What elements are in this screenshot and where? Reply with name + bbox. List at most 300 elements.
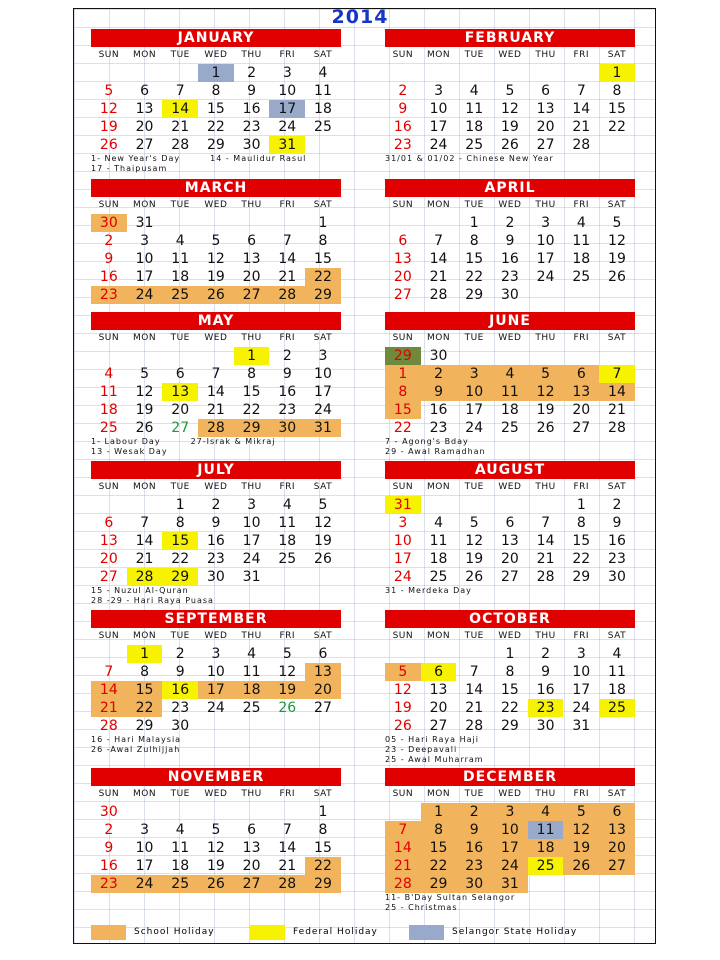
weekday-label: WED: [204, 333, 228, 343]
month-title: OCTOBER: [385, 610, 635, 628]
day-cell: 27: [393, 287, 412, 303]
week-row: [91, 645, 341, 663]
weekday-label: THU: [241, 333, 262, 343]
weekday-label: FRI: [279, 200, 296, 210]
week-row: [91, 64, 341, 82]
weekday-label: FRI: [573, 631, 590, 641]
day-cell: [492, 347, 528, 365]
weekday-label: FRI: [573, 50, 590, 60]
day-cell: 23: [393, 137, 412, 153]
day-cell: 10: [429, 101, 448, 117]
day-cell: [528, 286, 564, 304]
day-cell: 9: [104, 840, 114, 856]
day-cell: 19: [563, 839, 599, 857]
day-cell: 11: [99, 384, 118, 400]
day-cell: 15: [385, 401, 421, 419]
week-row: [385, 64, 635, 82]
day-cell: 30: [429, 348, 448, 364]
week-row: [385, 100, 635, 118]
day-cell: 6: [421, 663, 457, 681]
day-cell: [385, 645, 421, 663]
weekday-label: FRI: [279, 789, 296, 799]
day-cell: 11: [314, 83, 332, 99]
day-cell: [305, 136, 341, 154]
weekday-label: SUN: [98, 482, 120, 492]
day-cell: 27: [572, 420, 591, 436]
day-cell: 31: [305, 419, 341, 437]
holiday-note: 1- Labour Day: [91, 437, 161, 446]
day-cell: 1: [576, 497, 586, 513]
weekday-label: TUE: [464, 482, 484, 492]
week-row: [385, 496, 635, 514]
day-cell: 27: [314, 700, 332, 716]
day-cell: [127, 496, 163, 514]
day-cell: 25: [599, 699, 635, 717]
day-cell: 3: [282, 65, 292, 81]
day-cell: 8: [612, 83, 622, 99]
weekday-label: TUE: [170, 631, 190, 641]
day-cell: [563, 875, 599, 893]
day-cell: 15: [162, 532, 198, 550]
day-cell: 9: [247, 83, 257, 99]
day-cell: 30: [91, 214, 127, 232]
day-cell: 15: [500, 682, 519, 698]
day-cell: 26: [500, 137, 519, 153]
weekday-label: THU: [535, 50, 556, 60]
day-cell: 21: [206, 402, 225, 418]
day-cell: 27: [171, 420, 190, 436]
day-cell: 4: [469, 83, 479, 99]
day-cell: [421, 214, 457, 232]
day-cell: 20: [536, 119, 555, 135]
weekday-header: [91, 786, 341, 803]
week-row: [91, 82, 341, 100]
day-cell: 7: [140, 515, 149, 531]
day-cell: 28: [536, 569, 555, 585]
weekday-label: SAT: [313, 789, 333, 799]
weekday-header: [385, 330, 635, 347]
week-row: [385, 419, 635, 437]
day-cell: 3: [211, 646, 221, 662]
day-cell: 10: [572, 664, 591, 680]
weekday-label: SUN: [392, 333, 414, 343]
day-cell: 21: [91, 699, 127, 717]
holiday-notes: [91, 154, 341, 174]
day-cell: 19: [314, 533, 332, 549]
month-december: [385, 768, 635, 913]
day-cell: 2: [247, 65, 257, 81]
day-cell: 16: [99, 269, 118, 285]
day-cell: [162, 347, 198, 365]
day-cell: 14: [465, 682, 484, 698]
day-cell: 6: [505, 515, 515, 531]
day-cell: 21: [429, 269, 448, 285]
day-cell: 20: [599, 839, 635, 857]
week-row: [91, 857, 341, 875]
day-cell: 1: [175, 497, 185, 513]
day-cell: [269, 717, 305, 735]
week-row: [91, 286, 341, 304]
day-cell: 4: [318, 65, 328, 81]
day-cell: 7: [434, 233, 443, 249]
day-cell: [269, 568, 305, 586]
week-row: [91, 496, 341, 514]
day-cell: 6: [599, 803, 635, 821]
weekday-label: SUN: [98, 200, 120, 210]
day-cell: [269, 803, 305, 821]
week-row: [385, 645, 635, 663]
day-cell: 9: [505, 233, 515, 249]
day-cell: [421, 64, 457, 82]
weekday-label: SUN: [98, 789, 120, 799]
day-cell: 1: [385, 365, 421, 383]
day-cell: 17: [135, 269, 154, 285]
week-row: [91, 839, 341, 857]
day-cell: 12: [206, 251, 225, 267]
day-cell: [385, 64, 421, 82]
day-cell: 31: [269, 136, 305, 154]
day-cell: [127, 803, 163, 821]
day-cell: 28: [572, 137, 591, 153]
day-cell: 24: [572, 700, 591, 716]
day-cell: 31: [242, 569, 261, 585]
holiday-note: 1- New Year's Day: [91, 154, 181, 163]
holiday-notes: [385, 437, 635, 457]
weekday-label: THU: [241, 482, 262, 492]
day-cell: 16: [536, 682, 555, 698]
day-cell: 11: [242, 664, 261, 680]
day-cell: 10: [393, 533, 412, 549]
day-cell: 25: [162, 286, 198, 304]
day-cell: [234, 803, 270, 821]
day-cell: 14: [429, 251, 448, 267]
week-row: [385, 821, 635, 839]
day-cell: 22: [171, 551, 190, 567]
day-cell: 9: [175, 664, 185, 680]
day-cell: 18: [171, 269, 190, 285]
day-cell: 19: [536, 402, 555, 418]
day-cell: 11: [465, 101, 484, 117]
day-cell: 28: [465, 718, 484, 734]
weekday-label: SUN: [98, 333, 120, 343]
day-cell: 15: [572, 533, 591, 549]
holiday-note: 17 - Thaipusam: [91, 164, 168, 173]
day-cell: [91, 64, 127, 82]
day-cell: 30: [536, 718, 555, 734]
day-cell: 17: [314, 384, 332, 400]
weekday-header: [91, 479, 341, 496]
day-cell: [198, 803, 234, 821]
day-cell: 22: [305, 268, 341, 286]
day-cell: 12: [314, 515, 332, 531]
day-cell: 1: [469, 215, 479, 231]
day-cell: 14: [278, 251, 297, 267]
day-cell: 13: [242, 251, 261, 267]
legend-label: School Holiday: [134, 927, 215, 937]
day-cell: 8: [576, 515, 586, 531]
week-row: [385, 875, 635, 893]
day-cell: [456, 645, 492, 663]
day-cell: 7: [282, 822, 292, 838]
day-cell: 8: [505, 664, 515, 680]
day-cell: 8: [318, 233, 328, 249]
holiday-note: 26 -Awal Zulhijjah: [91, 745, 181, 754]
week-row: [385, 717, 635, 735]
holiday-note: 16 - Hari Malaysia: [91, 735, 182, 744]
week-row: [91, 532, 341, 550]
day-cell: 6: [247, 822, 257, 838]
weekday-label: THU: [535, 789, 556, 799]
day-cell: 29: [162, 568, 198, 586]
day-cell: 12: [206, 840, 225, 856]
day-cell: [456, 496, 492, 514]
day-cell: 20: [393, 269, 412, 285]
month-january: [91, 29, 341, 174]
day-cell: 23: [500, 269, 519, 285]
weekday-label: WED: [204, 200, 228, 210]
day-cell: 6: [175, 366, 185, 382]
day-cell: 26: [536, 420, 555, 436]
day-cell: 4: [492, 365, 528, 383]
weekday-label: SUN: [392, 200, 414, 210]
day-cell: [305, 717, 341, 735]
day-cell: 12: [528, 383, 564, 401]
month-august: [385, 461, 635, 596]
day-cell: 5: [140, 366, 149, 382]
day-cell: 24: [206, 700, 225, 716]
day-cell: 4: [247, 646, 257, 662]
day-cell: 13: [99, 533, 118, 549]
day-cell: 8: [211, 83, 221, 99]
week-row: [91, 365, 341, 383]
day-cell: 30: [269, 419, 305, 437]
day-cell: 12: [500, 101, 519, 117]
day-cell: 5: [563, 803, 599, 821]
day-cell: 20: [305, 681, 341, 699]
week-row: [385, 550, 635, 568]
holiday-note: 11- B'Day Sultan Selangor: [385, 893, 516, 902]
day-cell: 21: [278, 269, 297, 285]
day-cell: 18: [278, 533, 297, 549]
day-cell: 2: [282, 348, 292, 364]
day-cell: [385, 803, 421, 821]
month-october: [385, 610, 635, 765]
day-cell: [91, 645, 127, 663]
week-row: [91, 568, 341, 586]
day-cell: 21: [465, 700, 484, 716]
day-cell: 9: [541, 664, 551, 680]
day-cell: 29: [206, 137, 225, 153]
day-cell: 7: [541, 515, 551, 531]
holiday-notes: [385, 586, 635, 596]
day-cell: 3: [318, 348, 328, 364]
weekday-label: MON: [132, 789, 157, 799]
week-row: [91, 250, 341, 268]
weekday-label: SAT: [313, 50, 333, 60]
day-cell: 19: [206, 269, 225, 285]
weekday-label: FRI: [279, 482, 296, 492]
month-title: JULY: [91, 461, 341, 479]
day-cell: 16: [456, 839, 492, 857]
day-cell: 18: [99, 402, 118, 418]
day-cell: 30: [99, 804, 118, 820]
week-row: [385, 681, 635, 699]
day-cell: 20: [572, 402, 591, 418]
weekday-label: MON: [426, 333, 451, 343]
day-cell: 25: [500, 420, 519, 436]
weekday-label: SAT: [313, 333, 333, 343]
day-cell: 15: [421, 839, 457, 857]
day-cell: 12: [393, 682, 412, 698]
weekday-label: SUN: [392, 50, 414, 60]
day-cell: 23: [242, 119, 261, 135]
day-cell: 10: [135, 251, 154, 267]
day-cell: [456, 64, 492, 82]
weekday-label: SUN: [98, 50, 120, 60]
holiday-note: 14 - Maulidur Rasul: [210, 154, 307, 163]
day-cell: 8: [318, 822, 328, 838]
day-cell: 16: [162, 681, 198, 699]
legend-label: Selangor State Holiday: [452, 927, 578, 937]
day-cell: 28: [385, 875, 421, 893]
day-cell: 25: [242, 700, 261, 716]
day-cell: 10: [456, 383, 492, 401]
day-cell: [162, 64, 198, 82]
weekday-label: FRI: [279, 631, 296, 641]
day-cell: 13: [500, 533, 519, 549]
day-cell: 7: [282, 233, 292, 249]
day-cell: 7: [385, 821, 421, 839]
day-cell: 4: [434, 515, 443, 531]
week-row: [91, 681, 341, 699]
weekday-label: FRI: [573, 482, 590, 492]
week-row: [91, 136, 341, 154]
weekday-label: FRI: [279, 333, 296, 343]
legend-label: Federal Holiday: [293, 927, 378, 937]
legend-swatch-federal: [250, 925, 285, 940]
day-cell: 15: [127, 681, 163, 699]
day-cell: 9: [282, 366, 292, 382]
day-cell: 28: [608, 420, 626, 436]
day-cell: 2: [505, 215, 515, 231]
day-cell: 10: [242, 515, 261, 531]
day-cell: 30: [500, 287, 519, 303]
weekday-header: [385, 628, 635, 645]
day-cell: 31: [135, 215, 154, 231]
weekday-label: MON: [132, 50, 157, 60]
day-cell: 24: [242, 551, 261, 567]
day-cell: 3: [456, 365, 492, 383]
day-cell: 3: [576, 646, 586, 662]
day-cell: 27: [135, 137, 154, 153]
day-cell: 18: [528, 839, 564, 857]
weekday-label: SUN: [392, 631, 414, 641]
weekday-label: MON: [426, 789, 451, 799]
day-cell: 16: [206, 533, 225, 549]
holiday-notes: [91, 437, 341, 457]
day-cell: 6: [104, 515, 114, 531]
day-cell: 3: [247, 497, 257, 513]
day-cell: 28: [171, 137, 190, 153]
day-cell: 24: [127, 286, 163, 304]
day-cell: 5: [211, 822, 221, 838]
day-cell: 21: [385, 857, 421, 875]
day-cell: 2: [211, 497, 221, 513]
day-cell: 31: [385, 496, 421, 514]
day-cell: [198, 717, 234, 735]
weekday-label: MON: [426, 50, 451, 60]
day-cell: 3: [140, 822, 149, 838]
weekday-label: WED: [498, 631, 522, 641]
day-cell: 22: [500, 700, 519, 716]
day-cell: 17: [393, 551, 412, 567]
week-row: [385, 365, 635, 383]
weekday-label: MON: [132, 631, 157, 641]
week-row: [385, 514, 635, 532]
day-cell: 5: [528, 365, 564, 383]
holiday-note: 05 - Hari Raya Haji: [385, 735, 479, 744]
day-cell: 29: [135, 718, 154, 734]
day-cell: [563, 286, 599, 304]
day-cell: 1: [599, 64, 635, 82]
day-cell: 5: [282, 646, 292, 662]
weekday-label: THU: [241, 50, 262, 60]
day-cell: 4: [104, 366, 114, 382]
day-cell: 25: [314, 119, 332, 135]
day-cell: 5: [318, 497, 328, 513]
weekday-header: [91, 47, 341, 64]
day-cell: 27: [500, 569, 519, 585]
day-cell: 23: [171, 700, 190, 716]
weekday-label: MON: [426, 631, 451, 641]
day-cell: [528, 496, 564, 514]
day-cell: [305, 568, 341, 586]
weekday-header: [385, 479, 635, 496]
day-cell: 18: [429, 551, 448, 567]
weekday-label: WED: [498, 200, 522, 210]
day-cell: 18: [314, 101, 332, 117]
day-cell: 25: [465, 137, 484, 153]
day-cell: 21: [171, 119, 190, 135]
day-cell: 7: [576, 83, 586, 99]
day-cell: 2: [421, 365, 457, 383]
weekday-label: SUN: [392, 482, 414, 492]
day-cell: [599, 286, 635, 304]
day-cell: 2: [456, 803, 492, 821]
day-cell: 8: [469, 233, 479, 249]
day-cell: 15: [608, 101, 626, 117]
day-cell: 10: [135, 840, 154, 856]
day-cell: [198, 347, 234, 365]
day-cell: 30: [608, 569, 626, 585]
day-cell: 31: [492, 875, 528, 893]
holiday-note: 28 -29 - Hari Raya Puasa: [91, 596, 214, 605]
month-may: [91, 312, 341, 457]
weekday-header: [91, 197, 341, 214]
day-cell: 5: [505, 83, 515, 99]
day-cell: 18: [572, 251, 591, 267]
month-title: NOVEMBER: [91, 768, 341, 786]
weekday-label: TUE: [464, 631, 484, 641]
holiday-notes: [91, 586, 341, 606]
day-cell: 29: [421, 875, 457, 893]
day-cell: 5: [469, 515, 479, 531]
weekday-label: SAT: [607, 482, 627, 492]
day-cell: 12: [278, 664, 297, 680]
holiday-notes: [385, 154, 635, 164]
day-cell: 24: [492, 857, 528, 875]
week-row: [91, 232, 341, 250]
